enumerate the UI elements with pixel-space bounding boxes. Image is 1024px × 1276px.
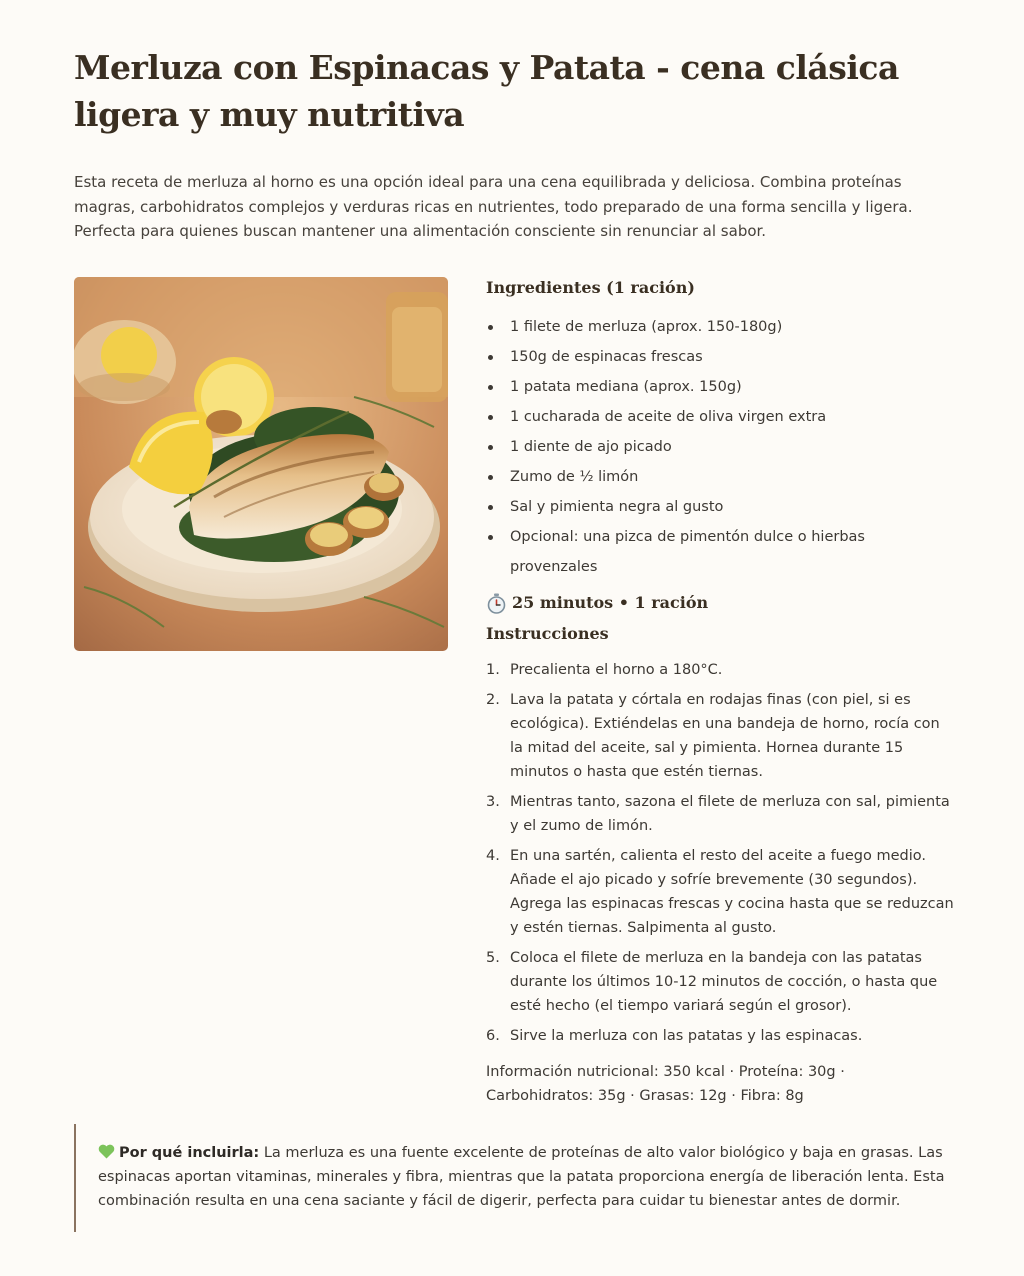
ingredients-list bbox=[486, 312, 956, 582]
list-item bbox=[486, 946, 956, 1018]
instructions-heading: Instrucciones bbox=[486, 624, 609, 643]
step-number: 6. bbox=[486, 1028, 500, 1044]
intro-paragraph: Esta receta de merluza al horno es una opción ideal para una cena equilibrada y deliciosa. Combina proteínas magras, carbohidratos complejos y verduras ricas en nutrientes, todo preparado de una forma sencilla y ligera. Perfecta para quienes buscan mantener una alimentación consciente sin renunciar al sabor. bbox=[74, 173, 913, 240]
step-text: En una sartén, calienta el resto del aceite a fuego medio. Añade el ajo picado y sofríe brevemente (30 segundos). Agrega las espinacas frescas y cocina hasta que se reduzcan y estén tiernas. Salpimenta al gusto. bbox=[510, 848, 954, 936]
why-include-callout bbox=[74, 1124, 950, 1232]
recipe-illustration bbox=[74, 277, 448, 651]
list-item: 150g de espinacas frescas bbox=[486, 342, 956, 372]
ingredients-heading: Ingredientes (1 ración) bbox=[486, 278, 695, 297]
recipe-details bbox=[486, 274, 956, 1108]
step-number: 4. bbox=[486, 848, 500, 864]
recipe-meta bbox=[486, 590, 956, 616]
list-item bbox=[486, 1024, 956, 1048]
step-number: 1. bbox=[486, 662, 500, 678]
list-item: Zumo de ½ limón bbox=[486, 462, 956, 492]
stopwatch-icon bbox=[486, 593, 507, 614]
nutrition-info: Información nutricional: 350 kcal · Proteína: 30g · Carbohidratos: 35g · Grasas: 12g · Fibra: 8g bbox=[486, 1064, 845, 1104]
list-item bbox=[486, 844, 956, 940]
list-item: 1 patata mediana (aprox. 150g) bbox=[486, 372, 956, 402]
list-item: 1 diente de ajo picado bbox=[486, 432, 956, 462]
step-text: Lava la patata y córtala en rodajas finas (con piel, si es ecológica). Extiéndelas en una bandeja de horno, rocía con la mitad del aceite, sal y pimienta. Hornea durante 15 minutos o hasta que estén tiernas. bbox=[510, 692, 940, 780]
page-title: Merluza con Espinacas y Patata - cena clásica ligera y muy nutritiva bbox=[74, 48, 899, 134]
step-number: 2. bbox=[486, 692, 500, 708]
green-heart-icon bbox=[98, 1143, 115, 1158]
list-item: 1 filete de merluza (aprox. 150-180g) bbox=[486, 312, 956, 342]
list-item bbox=[486, 688, 956, 784]
list-item bbox=[486, 658, 956, 682]
callout-label: Por qué incluirla: bbox=[119, 1145, 260, 1161]
step-text: Sirve la merluza con las patatas y las espinacas. bbox=[510, 1028, 863, 1044]
step-text: Precalienta el horno a 180°C. bbox=[510, 662, 723, 678]
list-item: Opcional: una pizca de pimentón dulce o hierbas provenzales bbox=[486, 522, 956, 582]
callout-text: La merluza es una fuente excelente de proteínas de alto valor biológico y baja en grasas. Las espinacas aportan vitaminas, minerales y fibra, mientras que la patata proporciona energía de liberación lenta. Esta combinación resulta en una cena saciante y fácil de digerir, perfecta para cuidar tu bienestar antes de dormir. bbox=[98, 1145, 945, 1209]
recipe-image bbox=[74, 277, 448, 651]
step-text: Coloca el filete de merluza en la bandeja con las patatas durante los últimos 10-12 minutos de cocción, o hasta que esté hecho (el tiempo variará según el grosor). bbox=[510, 950, 938, 1014]
step-text: Mientras tanto, sazona el filete de merluza con sal, pimienta y el zumo de limón. bbox=[510, 794, 950, 834]
list-item: 1 cucharada de aceite de oliva virgen extra bbox=[486, 402, 956, 432]
list-item: Sal y pimienta negra al gusto bbox=[486, 492, 956, 522]
step-number: 3. bbox=[486, 794, 500, 810]
instructions-list bbox=[486, 658, 956, 1048]
step-number: 5. bbox=[486, 950, 500, 966]
list-item bbox=[486, 790, 956, 838]
time-servings: 25 minutos • 1 ración bbox=[512, 593, 709, 612]
